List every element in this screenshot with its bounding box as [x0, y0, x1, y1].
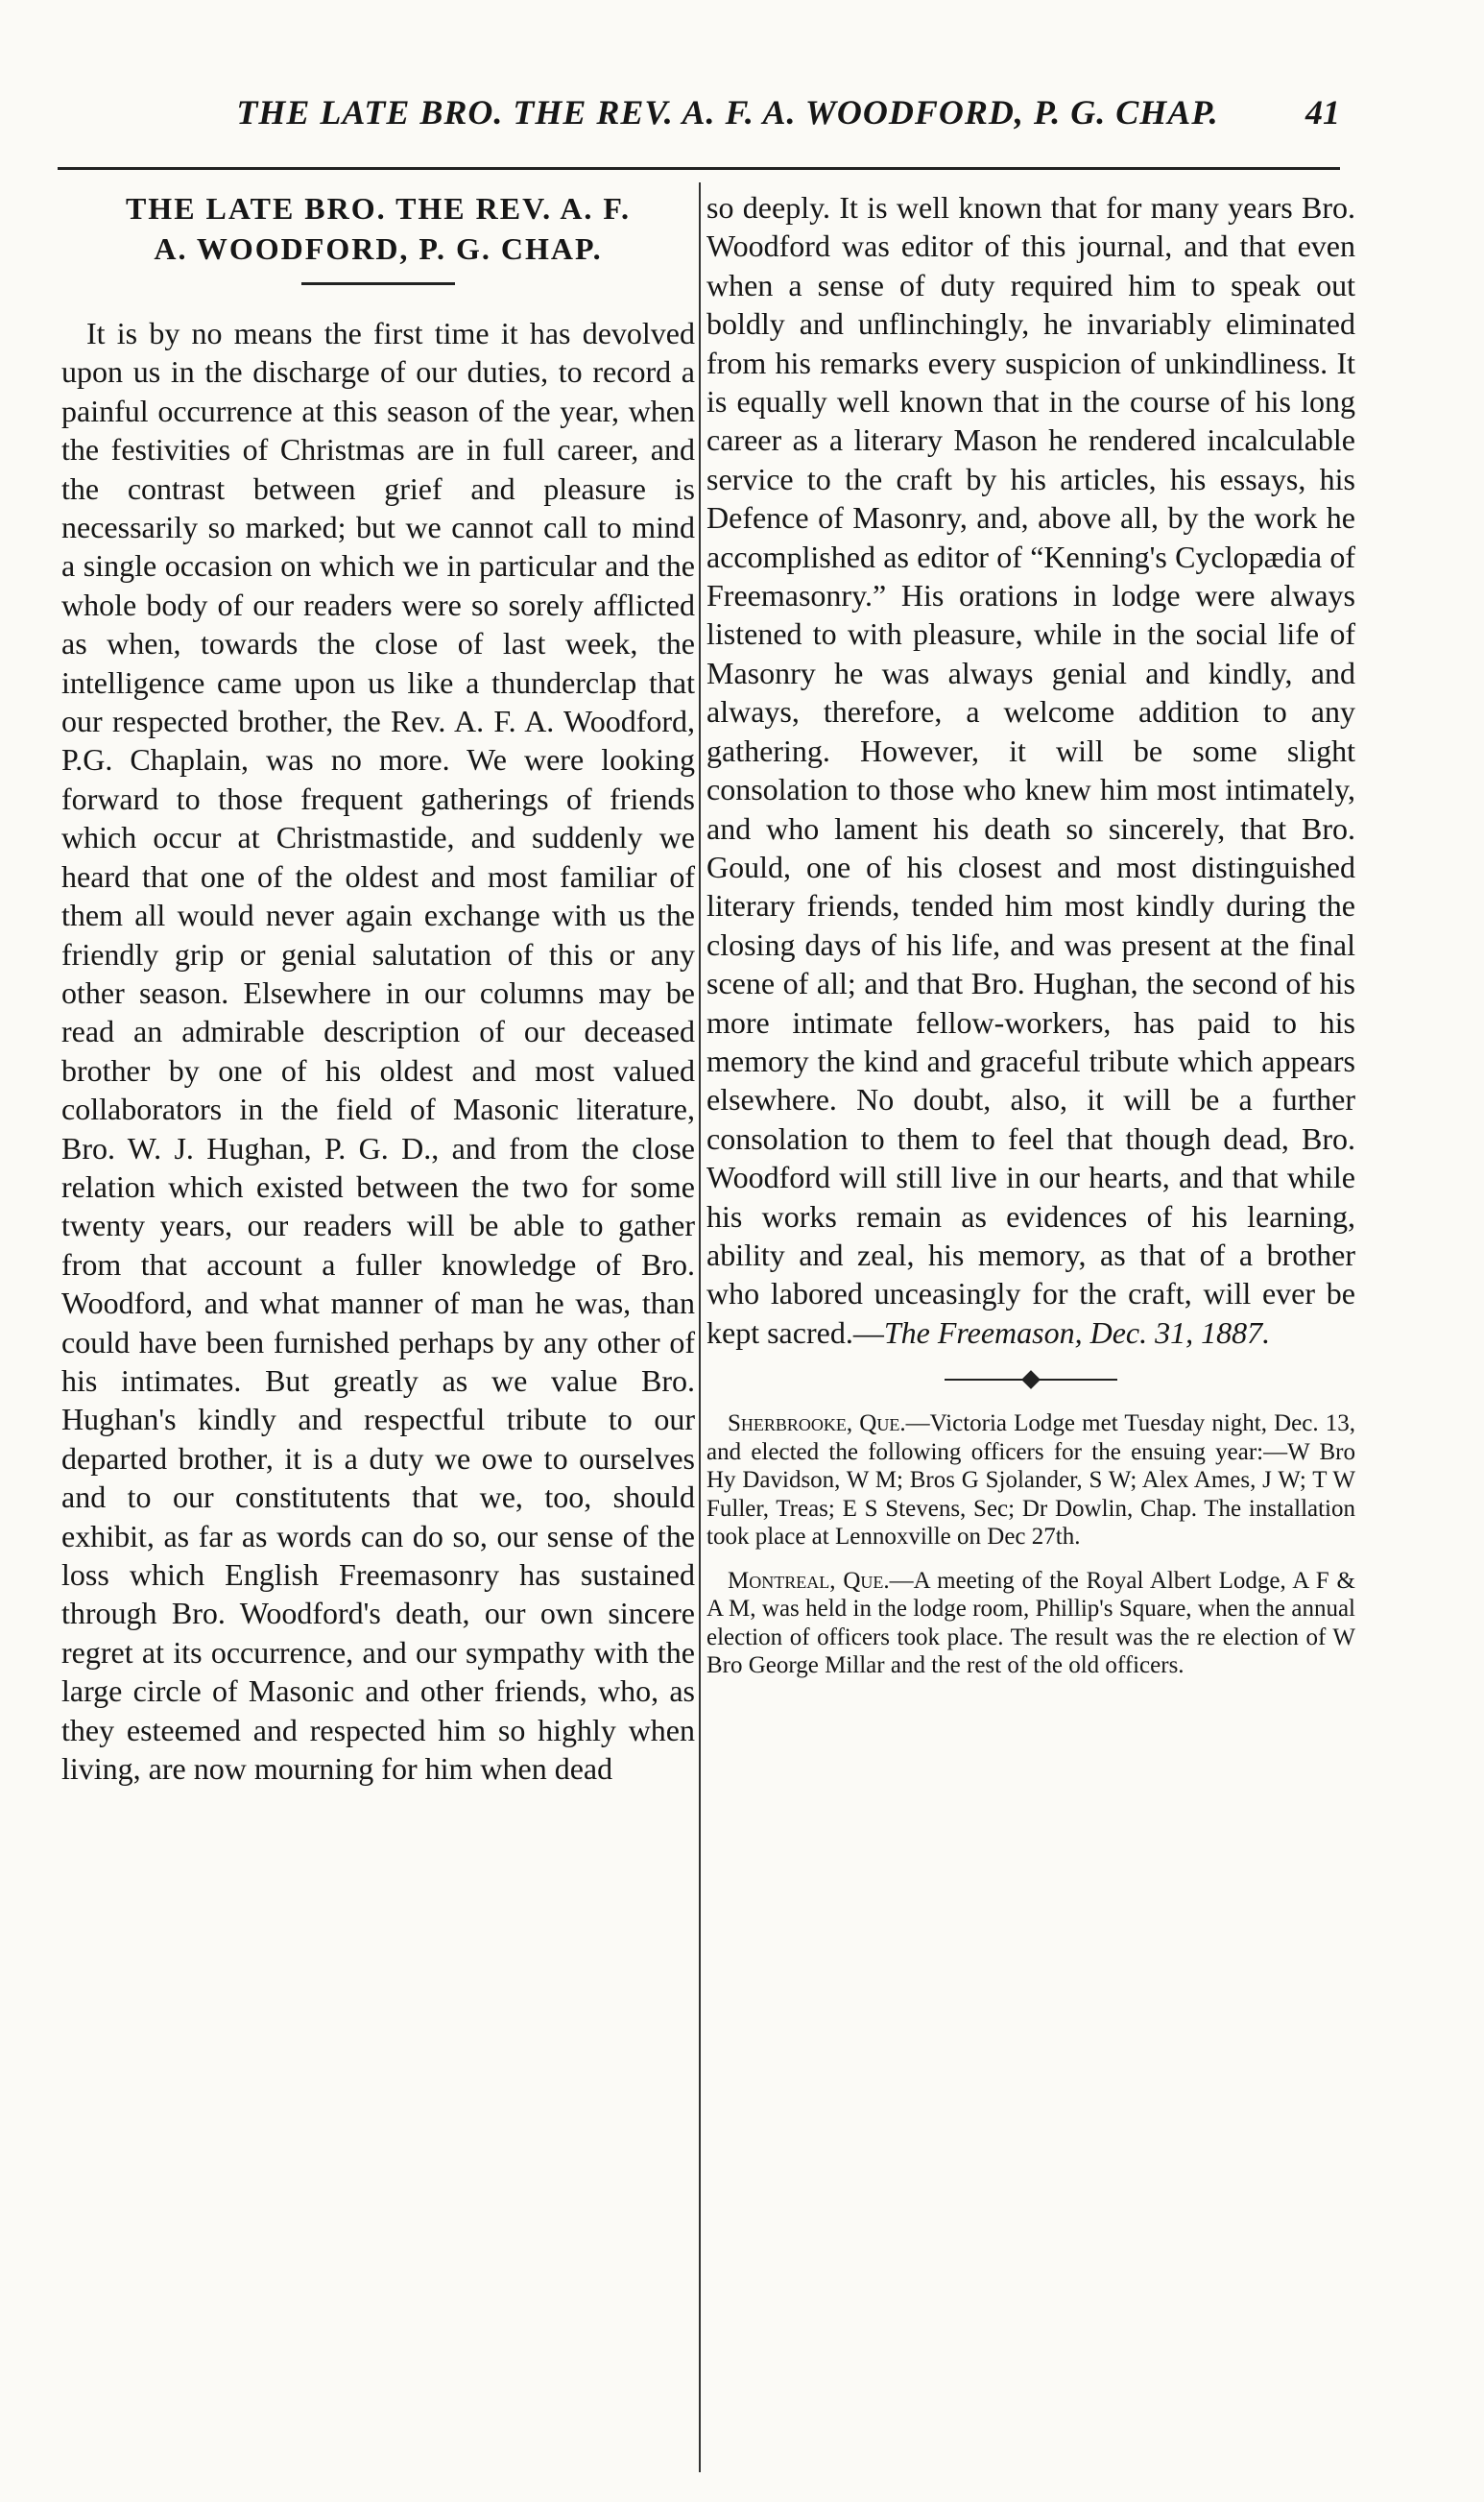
page-number: 41: [1305, 93, 1340, 132]
running-head: THE LATE BRO. THE REV. A. F. A. WOODFORD, P. G. CHAP.: [236, 93, 1219, 132]
right-column: [706, 188, 1355, 1696]
ornament-rule: [945, 1373, 1117, 1386]
left-column: [61, 188, 695, 1788]
article-body-right-text: so deeply. It is well known that for many years Bro. Woodford was editor of this journal, and that even when a sense of duty required him to speak out boldly and unflinchingly, he invariably eliminated from his remarks every suspicion of unkindliness. It is equally well known that in the course of his long career as a literary Mason he rendered incalculable service to the craft by his articles, his essays, his Defence of Masonry, and, above all, by the work he accomplished as editor of “Kenning's Cyclopædia of Freemasonry.” His orations in lodge were always listened to with pleasure, while in the social life of Masonry he was always genial and kindly, and always, therefore, a welcome addition to any gathering. However, it will be some slight consolation to those who knew him most intimately, and who lament his death so sincerely, that Bro. Gould, one of his closest and most distinguished literary friends, tended him most kindly during the closing days of his life, and was present at the final scene of all; and that Bro. Hughan, the second of his more intimate fellow-workers, has paid to his memory the kind and graceful tribute which appears elsewhere. No doubt, also, it will be a further consolation to them to feel that though dead, Bro. Woodford will still live in our hearts, and that while his works remain as evidences of his learning, ability and zeal, his memory, as that of a brother who labored unceasingly for the craft, will ever be kept sacred.—: [706, 190, 1355, 1350]
notice-montreal: [706, 1567, 1355, 1680]
article-body-right: [706, 188, 1355, 1352]
notice-place: Montreal, Que.: [728, 1567, 890, 1594]
source-citation: The Freemason, Dec. 31, 1887.: [883, 1314, 1271, 1350]
notice-text: —A meeting of the Royal Albert Lodge, A F & A M, was held in the lodge room, Phillip's Square, when the annual election of officers took place. The result was the re election of W Bro George Millar and the rest of the old officers.: [706, 1567, 1355, 1679]
column-divider: [699, 182, 701, 2472]
article-body-left: It is by no means the first time it has devolved upon us in the discharge of our duties, to record a painful occurrence at this season of the year, when the festivities of Christmas are in full career, and the contrast between grief and pleasure is necessarily so marked; but we cannot call to mind a single occasion on which we in particular and the whole body of our readers were so sorely afflicted as when, towards the close of last week, the intelligence came upon us like a thunderclap that our respected brother, the Rev. A. F. A. Woodford, P.G. Chaplain, was no more. We were looking forward to those frequent gatherings of friends which occur at Christmastide, and suddenly we heard that one of the oldest and most familiar of them all would never again exchange with us the friendly grip or genial salutation of this or any other season. Elsewhere in our columns may be read an admirable description of our deceased brother by one of his oldest and most valued collaborators in the field of Masonic literature, Bro. W. J. Hughan, P. G. D., and from the close relation which existed between the two for some twenty years, our readers will be able to gather from that account a fuller knowledge of Bro. Woodford, and what manner of man he was, than could have been furnished perhaps by any other of his intimates. But greatly as we value Bro. Hughan's kindly and respectful tribute to our departed brother, it is a duty we owe to ourselves and to our constitutents that we, too, should exhibit, as far as words can do so, our sense of the loss which English Freemasonry has sustained through Bro. Woodford's death, our own sincere regret at its occurrence, and our sympathy with the large circle of Masonic and other friends, who, as they esteemed and respected him so highly when living, are now mourning for him when dead: [61, 316, 695, 1787]
header-rule: [58, 167, 1340, 170]
title-rule: [301, 282, 455, 285]
notice-text: —Victoria Lodge met Tuesday night, Dec. 13, and elected the following officers for the ensuing year:—W Bro Hy Davidson, W M; Bros G Sjolander, S W; Alex Ames, J W; T W Fuller, Treas; E S Stevens, Sec; Dr Dowlin, Chap. The installation took place at Lennoxville on Dec 27th.: [706, 1410, 1355, 1551]
diamond-ornament-icon: [1021, 1370, 1041, 1389]
article-title-line-2: A. WOODFORD, P. G. CHAP.: [154, 231, 603, 266]
notice-sherbrooke: [706, 1409, 1355, 1552]
notice-place: Sherbrooke, Que.: [728, 1410, 906, 1437]
article-title-line-1: THE LATE BRO. THE REV. A. F.: [125, 191, 632, 226]
article-title: [61, 188, 695, 269]
